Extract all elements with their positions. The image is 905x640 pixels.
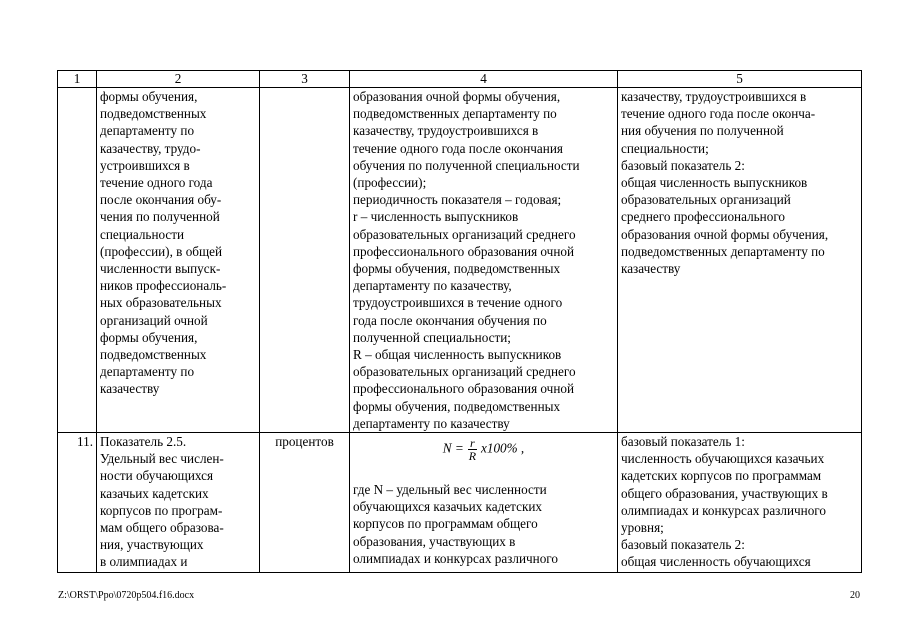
text-line: года после окончания обучения по bbox=[353, 312, 547, 328]
text-line: обучающихся казачьих кадетских bbox=[353, 499, 543, 515]
text-line: образовательных организаций bbox=[621, 192, 791, 208]
text-line: олимпиадах и конкурсах различного bbox=[621, 502, 826, 518]
formula-description-cell bbox=[350, 433, 618, 573]
text-line: подведомственных департаменту по bbox=[353, 106, 557, 122]
text-line: профессионального образования очной bbox=[353, 243, 575, 259]
text-line: департаменту по bbox=[100, 364, 195, 380]
text-line: базовый показатель 1: bbox=[621, 434, 745, 450]
table-row bbox=[58, 433, 862, 573]
formula-fraction bbox=[468, 437, 477, 462]
text-line: специальности bbox=[100, 226, 185, 242]
text-line: численность обучающихся казачьих bbox=[621, 451, 825, 467]
text-line: образования, участвующих в bbox=[353, 533, 516, 549]
text-line: корпусов по програм- bbox=[100, 502, 223, 518]
text-line: департаменту по казачеству, bbox=[353, 278, 512, 294]
text-line: департаменту по казачеству bbox=[353, 415, 510, 431]
text-line: организаций очной bbox=[100, 312, 208, 328]
text-line: образования очной формы обучения, bbox=[353, 89, 561, 104]
text-line: ников профессиональ- bbox=[100, 278, 227, 294]
text-line: корпусов по программам общего bbox=[353, 516, 538, 532]
text-line: казачьих кадетских bbox=[100, 485, 209, 501]
text-line: образовательных организаций среднего bbox=[353, 226, 576, 242]
row-number bbox=[58, 88, 97, 433]
text-line: формы обучения, подведомственных bbox=[353, 398, 561, 414]
formula-denominator: R bbox=[468, 449, 477, 464]
text-line: формы обучения, bbox=[100, 89, 198, 104]
text-line: базовый показатель 2: bbox=[621, 157, 745, 173]
table-row bbox=[58, 88, 862, 433]
text-line: подведомственных департаменту по bbox=[621, 243, 825, 259]
text-line: трудоустроившихся в течение одного bbox=[353, 295, 563, 311]
text-line: Показатель 2.5. bbox=[100, 434, 187, 450]
formula-numerator: r bbox=[470, 436, 475, 451]
text-line: образовательных организаций среднего bbox=[353, 364, 576, 380]
formula bbox=[353, 433, 614, 481]
text-line: ных образовательных bbox=[100, 295, 222, 311]
text-line: общая численность обучающихся bbox=[621, 554, 811, 570]
text-line: полученной специальности; bbox=[353, 329, 511, 345]
base-indicators-cell bbox=[618, 433, 862, 573]
text-line: кадетских корпусов по программам bbox=[621, 468, 822, 484]
base-indicators-cell bbox=[618, 88, 862, 433]
text-line: (профессии); bbox=[353, 175, 427, 191]
text-line: ности обучающихся bbox=[100, 468, 214, 484]
text-line: общая численность выпускников bbox=[621, 175, 808, 191]
text-line: численности выпуск- bbox=[100, 261, 221, 277]
indicator-name-cell bbox=[97, 433, 260, 573]
text-line: профессионального образования очной bbox=[353, 381, 575, 397]
text-line: казачеству bbox=[621, 261, 681, 277]
text-line: течение одного года bbox=[100, 175, 213, 191]
formula-lhs: N = bbox=[442, 440, 464, 456]
text-line: периодичность показателя – годовая; bbox=[353, 192, 562, 208]
header-cell: 4 bbox=[350, 71, 618, 88]
text-line: (профессии), в общей bbox=[100, 243, 223, 259]
unit-cell: процентов bbox=[260, 433, 350, 573]
text-line: Удельный вес числен- bbox=[100, 451, 224, 467]
text-line: течение одного года после оконча- bbox=[621, 106, 816, 122]
text-line: формы обучения, подведомственных bbox=[353, 261, 561, 277]
page-number: 20 bbox=[850, 590, 860, 601]
text-line: после окончания обу- bbox=[100, 192, 222, 208]
text-line: формы обучения, bbox=[100, 329, 198, 345]
text-line: специальности; bbox=[621, 140, 709, 156]
text-line: уровня; bbox=[621, 520, 664, 536]
file-path: Z:\ORST\Ppo\0720p504.f16.docx bbox=[58, 590, 195, 601]
text-line: чения по полученной bbox=[100, 209, 220, 225]
text-line: общего образования, участвующих в bbox=[621, 485, 828, 501]
text-line: R – общая численность выпускников bbox=[353, 347, 562, 363]
text-line: подведомственных bbox=[100, 106, 207, 122]
text-line: где N – удельный вес численности bbox=[353, 482, 547, 498]
text-line: в олимпиадах и bbox=[100, 554, 188, 570]
indicators-table bbox=[57, 70, 862, 573]
text-line: подведомственных bbox=[100, 347, 207, 363]
header-cell: 5 bbox=[618, 71, 862, 88]
header-row bbox=[58, 71, 862, 88]
text-line: олимпиадах и конкурсах различного bbox=[353, 550, 558, 566]
formula-description bbox=[353, 481, 614, 567]
text-line: образования очной формы обучения, bbox=[621, 226, 829, 242]
text-line: обучения по полученной специальности bbox=[353, 157, 580, 173]
text-line: r – численность выпускников bbox=[353, 209, 519, 225]
text-line: казачеству, трудоустроившихся в bbox=[621, 89, 807, 104]
text-line: ния, участвующих bbox=[100, 537, 204, 553]
header-cell: 1 bbox=[58, 71, 97, 88]
formula-description-cell bbox=[350, 88, 618, 433]
text-line: устроившихся в bbox=[100, 157, 190, 173]
text-line: мам общего образова- bbox=[100, 520, 224, 536]
indicator-name-cell bbox=[97, 88, 260, 433]
text-line: казачеству, трудо- bbox=[100, 140, 201, 156]
text-line: казачеству bbox=[100, 381, 160, 397]
unit-cell bbox=[260, 88, 350, 433]
text-line: течение одного года после окончания bbox=[353, 140, 563, 156]
text-line: базовый показатель 2: bbox=[621, 537, 745, 553]
header-cell: 3 bbox=[260, 71, 350, 88]
text-line: департаменту по bbox=[100, 123, 195, 139]
text-line: казачеству, трудоустроившихся в bbox=[353, 123, 539, 139]
text-line: ния обучения по полученной bbox=[621, 123, 784, 139]
row-number: 11. bbox=[58, 433, 97, 573]
formula-rhs: x100% , bbox=[481, 440, 525, 456]
header-cell: 2 bbox=[97, 71, 260, 88]
text-line: среднего профессионального bbox=[621, 209, 785, 225]
